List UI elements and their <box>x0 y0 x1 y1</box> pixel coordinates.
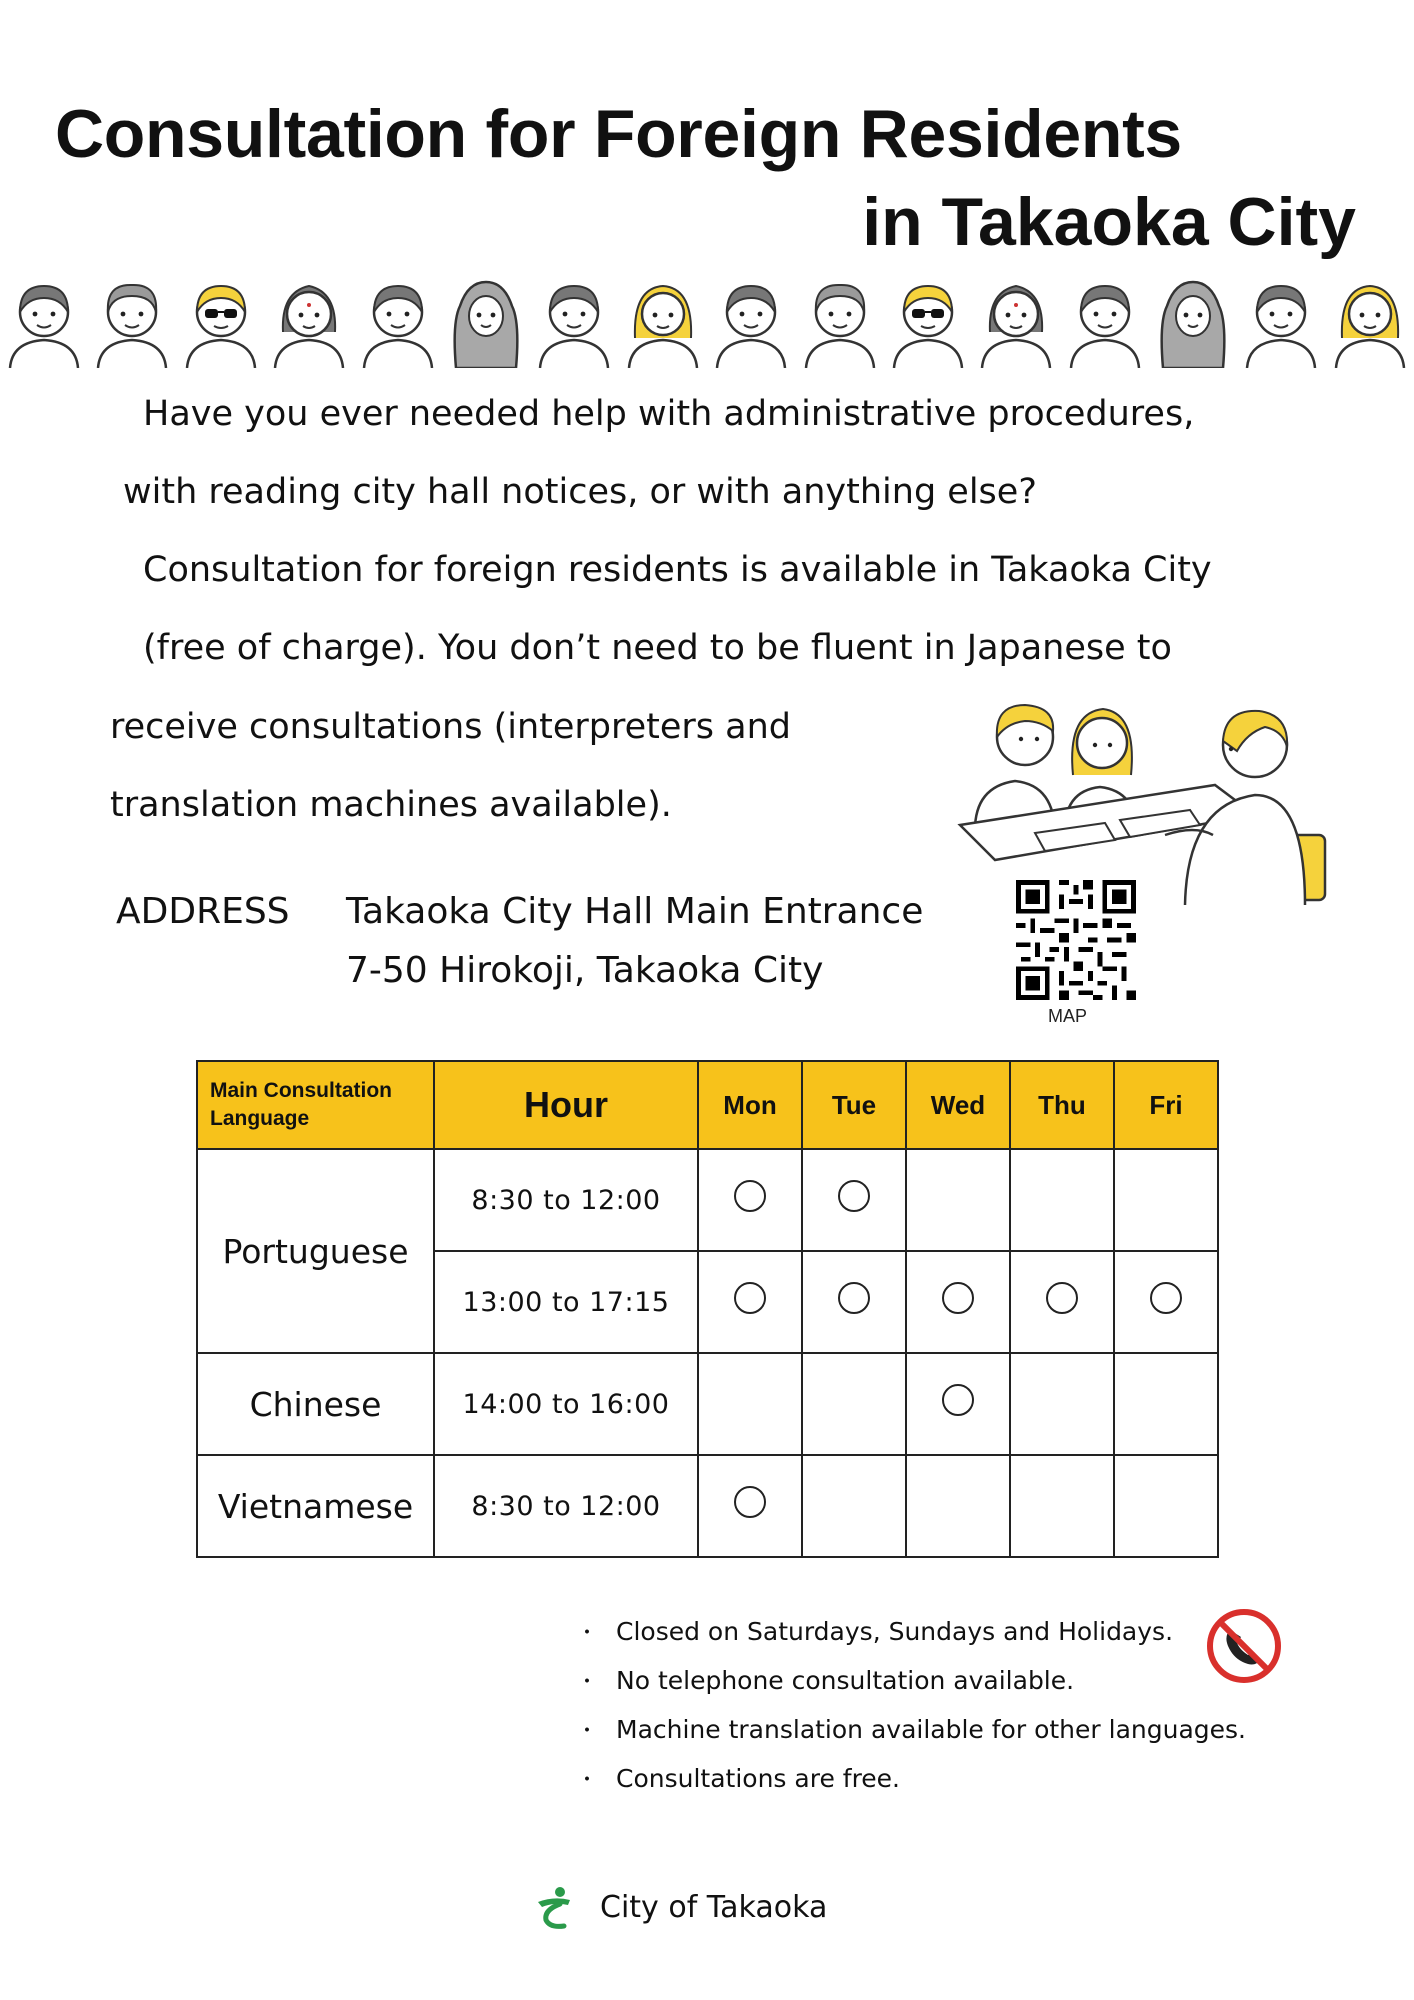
table-row <box>197 1149 1218 1251</box>
takaoka-city-logo-icon <box>530 1884 578 1932</box>
day-cell <box>698 1353 802 1455</box>
consultation-schedule-table <box>196 1060 1219 1558</box>
note-item <box>576 1608 1246 1657</box>
consultation-meeting-illustration <box>955 675 1335 910</box>
day-cell <box>906 1353 1010 1455</box>
person-icon <box>92 272 172 368</box>
title-line-2: in Takaoka City <box>862 184 1356 260</box>
person-icon <box>4 272 84 368</box>
note-text: Closed on Saturdays, Sundays and Holidays. <box>616 1617 1174 1646</box>
note-item <box>576 1706 1246 1755</box>
person-icon <box>711 272 791 368</box>
table-row <box>197 1455 1218 1557</box>
bullet: ・ <box>576 1670 599 1695</box>
title-line-1: Consultation for Foreign Residents <box>55 96 1182 172</box>
day-header-wed: Wed <box>906 1061 1010 1149</box>
person-hijab-icon <box>1153 272 1233 368</box>
intro-line-1: Have you ever needed help with administrative procedures, <box>143 394 1195 434</box>
day-cell <box>802 1251 906 1353</box>
day-header-thu: Thu <box>1010 1061 1114 1149</box>
hour-cell: 8:30 to 12:00 <box>434 1149 698 1251</box>
table-header-row <box>197 1061 1218 1149</box>
language-header-line-2: Language <box>210 1107 310 1130</box>
language-cell: Vietnamese <box>197 1455 434 1557</box>
available-circle-icon <box>942 1282 974 1314</box>
available-circle-icon <box>734 1180 766 1212</box>
hour-cell: 14:00 to 16:00 <box>434 1353 698 1455</box>
day-cell <box>906 1251 1010 1353</box>
language-cell: Portuguese <box>197 1149 434 1353</box>
available-circle-icon <box>1046 1282 1078 1314</box>
bullet: ・ <box>576 1719 599 1744</box>
note-text: No telephone consultation available. <box>616 1666 1075 1695</box>
day-cell <box>1114 1353 1218 1455</box>
person-icon <box>534 272 614 368</box>
person-icon <box>1241 272 1321 368</box>
hour-cell: 13:00 to 17:15 <box>434 1251 698 1353</box>
intro-line-5: receive consultations (interpreters and <box>110 707 792 747</box>
intro-line-4: (free of charge). You don’t need to be fluent in Japanese to <box>143 628 1172 668</box>
bullet: ・ <box>576 1621 599 1646</box>
person-sunglasses-icon <box>888 272 968 368</box>
language-cell: Chinese <box>197 1353 434 1455</box>
available-circle-icon <box>734 1282 766 1314</box>
day-cell <box>906 1149 1010 1251</box>
day-cell <box>1114 1149 1218 1251</box>
day-cell <box>698 1455 802 1557</box>
table-row <box>197 1353 1218 1455</box>
person-icon <box>1330 272 1410 368</box>
person-icon <box>800 272 880 368</box>
address-label: ADDRESS <box>116 891 290 932</box>
day-header-fri: Fri <box>1114 1061 1218 1149</box>
person-icon <box>623 272 703 368</box>
day-header-mon: Mon <box>698 1061 802 1149</box>
available-circle-icon <box>942 1384 974 1416</box>
available-circle-icon <box>1150 1282 1182 1314</box>
available-circle-icon <box>838 1282 870 1314</box>
language-header-line-1: Main Consultation <box>210 1078 392 1102</box>
intro-line-6: translation machines available). <box>110 785 672 825</box>
people-illustration-row <box>0 272 1414 372</box>
map-label: MAP <box>1048 1006 1088 1026</box>
language-column-header <box>197 1061 434 1149</box>
address-line-1: Takaoka City Hall Main Entrance <box>346 891 924 932</box>
day-cell <box>698 1251 802 1353</box>
person-icon <box>269 272 349 368</box>
hour-column-header: Hour <box>434 1061 698 1149</box>
map-qr-code[interactable] <box>1016 880 1136 1000</box>
intro-line-3: Consultation for foreign residents is available in Takaoka City <box>143 550 1212 590</box>
person-sunglasses-icon <box>181 272 261 368</box>
day-header-tue: Tue <box>802 1061 906 1149</box>
address-line-2: 7-50 Hirokoji, Takaoka City <box>346 950 824 991</box>
day-cell <box>1010 1353 1114 1455</box>
day-cell <box>1114 1455 1218 1557</box>
no-telephone-icon <box>1204 1606 1284 1686</box>
person-icon <box>1065 272 1145 368</box>
person-icon <box>976 272 1056 368</box>
bullet: ・ <box>576 1768 599 1793</box>
day-cell <box>802 1353 906 1455</box>
day-cell <box>906 1455 1010 1557</box>
day-cell <box>1010 1149 1114 1251</box>
note-text: Consultations are free. <box>616 1764 901 1793</box>
footer-city-name: City of Takaoka <box>600 1890 828 1925</box>
day-cell <box>802 1455 906 1557</box>
day-cell <box>1114 1251 1218 1353</box>
day-cell <box>1010 1251 1114 1353</box>
note-text: Machine translation available for other languages. <box>616 1715 1246 1744</box>
available-circle-icon <box>838 1180 870 1212</box>
notes-list <box>576 1608 1246 1804</box>
day-cell <box>802 1149 906 1251</box>
available-circle-icon <box>734 1486 766 1518</box>
intro-line-2: with reading city hall notices, or with anything else? <box>123 472 1037 512</box>
day-cell <box>1010 1455 1114 1557</box>
person-hijab-icon <box>446 272 526 368</box>
note-item <box>576 1657 1246 1706</box>
person-icon <box>358 272 438 368</box>
note-item <box>576 1755 1246 1804</box>
hour-cell: 8:30 to 12:00 <box>434 1455 698 1557</box>
day-cell <box>698 1149 802 1251</box>
